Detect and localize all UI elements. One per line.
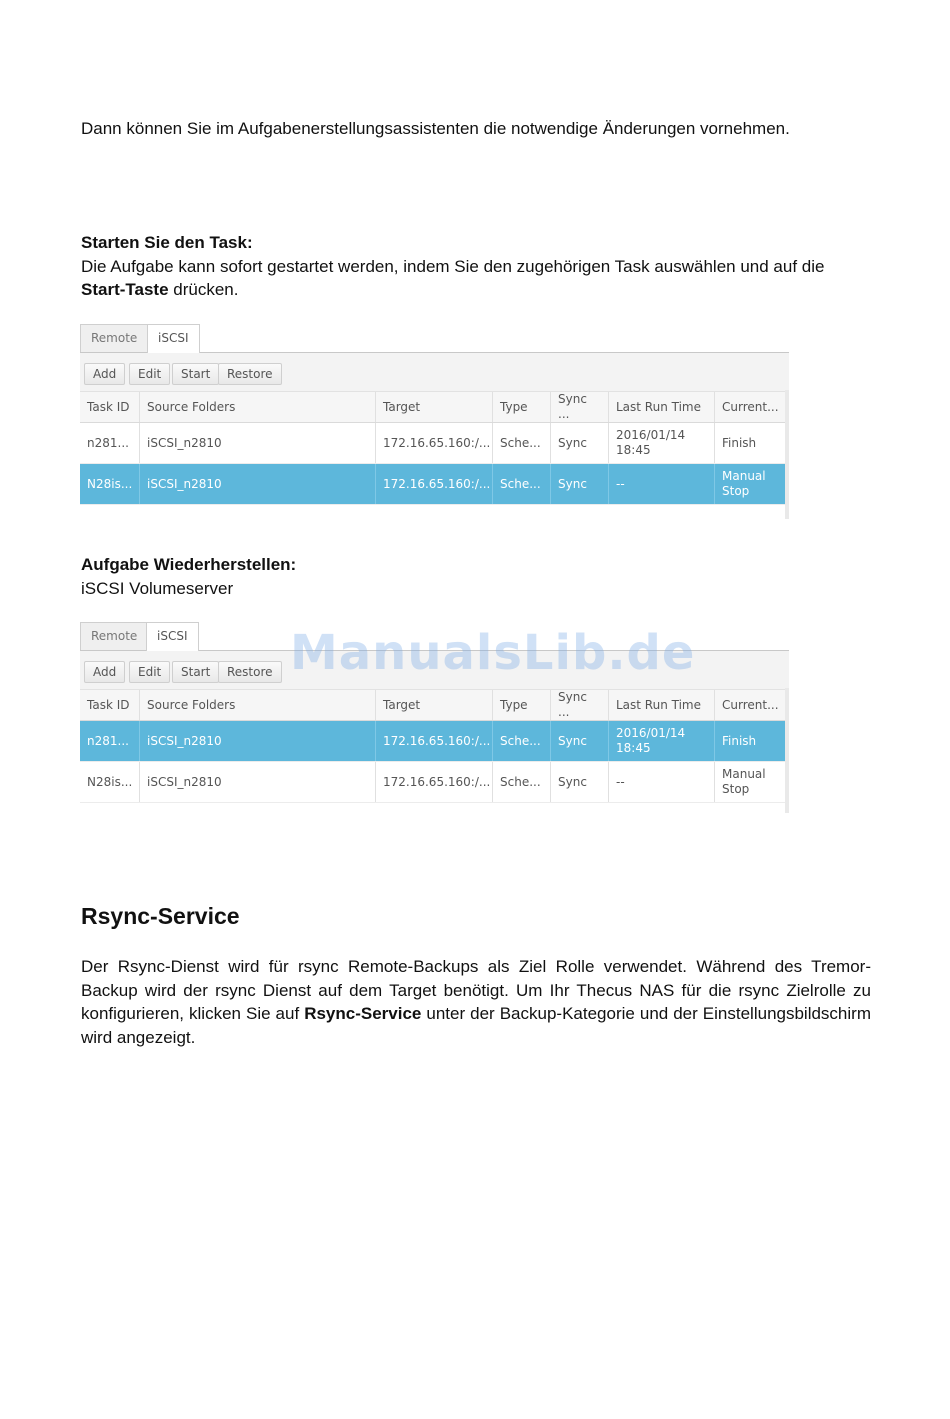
rsync-service-paragraph <box>81 955 871 1049</box>
column-header[interactable]: Sync ... <box>551 690 609 720</box>
section-restore-task <box>81 553 871 600</box>
backup-tasks-screenshot-start <box>80 322 789 519</box>
start-key-label: Start-Taste <box>81 280 169 299</box>
scrollbar[interactable] <box>785 688 789 813</box>
add-button[interactable]: Add <box>84 363 125 385</box>
column-header[interactable]: Sync ... <box>551 392 609 422</box>
start-task-paragraph <box>81 255 871 302</box>
column-header[interactable]: Task ID <box>80 392 140 422</box>
column-header[interactable]: Last Run Time <box>609 392 715 422</box>
restore-button[interactable]: Restore <box>218 661 282 683</box>
column-header[interactable]: Type <box>493 392 551 422</box>
start-task-text-after: drücken. <box>168 280 239 299</box>
rsync-service-heading: Rsync-Service <box>81 903 240 929</box>
table-row-selected[interactable] <box>80 464 789 505</box>
table-cell: 172.16.65.160:/... <box>376 464 493 504</box>
table-cell: Sche... <box>493 464 551 504</box>
table-cell: N28is... <box>80 464 140 504</box>
section-start-task <box>81 231 871 302</box>
task-table <box>80 392 789 505</box>
watermark: ManualsLib.de <box>290 625 696 681</box>
table-cell: Sync <box>551 762 609 802</box>
rsync-text-after: unter der Backup-Kategorie und der Einstellungsbildschirm wird angezeigt. <box>81 1004 871 1047</box>
start-button[interactable]: Start <box>172 661 219 683</box>
column-header[interactable]: Current... <box>722 697 779 712</box>
rsync-service-label: Rsync-Service <box>304 1004 422 1023</box>
column-header[interactable]: Last Run Time <box>609 690 715 720</box>
table-cell: 172.16.65.160:/... <box>376 423 493 463</box>
scrollbar[interactable] <box>785 390 789 519</box>
table-cell: Finish <box>722 435 757 450</box>
toolbar <box>80 353 789 392</box>
add-button[interactable]: Add <box>84 661 125 683</box>
intro-paragraph <box>81 117 871 141</box>
table-row[interactable] <box>80 423 789 464</box>
table-cell: Sche... <box>493 721 551 761</box>
table-cell: Manual Stop <box>722 469 766 498</box>
start-task-text: Die Aufgabe kann sofort gestartet werden, indem Sie den zugehörigen Task auswählen und auf die <box>81 256 825 276</box>
table-cell: N28is... <box>80 762 140 802</box>
table-row[interactable] <box>80 762 789 803</box>
table-cell: -- <box>609 762 715 802</box>
column-header[interactable]: Source Folders <box>140 690 376 720</box>
table-cell: n281... <box>80 721 140 761</box>
table-cell: Sync <box>551 423 609 463</box>
restore-task-heading: Aufgabe Wiederherstellen: <box>81 555 297 574</box>
table-cell: iSCSI_n2810 <box>140 464 376 504</box>
column-header[interactable]: Task ID <box>80 690 140 720</box>
intro-text: Dann können Sie im Aufgabenerstellungsassistenten die notwendige Änderungen vornehmen. <box>81 119 790 138</box>
table-cell: 2016/01/14 18:45 <box>609 721 715 761</box>
start-button[interactable]: Start <box>172 363 219 385</box>
table-cell: Sync <box>551 464 609 504</box>
tab-iscsi[interactable]: iSCSI <box>147 324 200 354</box>
edit-button[interactable]: Edit <box>129 363 170 385</box>
column-header[interactable]: Target <box>376 392 493 422</box>
table-header <box>80 392 789 423</box>
tab-iscsi[interactable]: iSCSI <box>146 622 199 652</box>
table-cell: n281... <box>80 423 140 463</box>
edit-button[interactable]: Edit <box>129 661 170 683</box>
restore-task-text: iSCSI Volumeserver <box>81 578 234 598</box>
column-header[interactable]: Current... <box>722 399 779 414</box>
task-table <box>80 690 789 803</box>
tab-remote[interactable]: Remote <box>80 622 148 650</box>
table-row-selected[interactable] <box>80 721 789 762</box>
start-task-heading: Starten Sie den Task: <box>81 233 253 252</box>
table-header <box>80 690 789 721</box>
table-cell: 2016/01/14 18:45 <box>609 423 715 463</box>
table-cell: 172.16.65.160:/... <box>376 721 493 761</box>
table-cell: Sche... <box>493 762 551 802</box>
table-cell: Sync <box>551 721 609 761</box>
restore-button[interactable]: Restore <box>218 363 282 385</box>
tab-bar <box>80 322 789 353</box>
rsync-text: Der Rsync-Dienst wird für rsync Remote-Backups als Ziel Rolle verwendet. Während des Tremor-Backup wird der rsync Dienst auf dem Target benötigt. Um Ihr Thecus NAS für die rsync Zielrolle zu konfigurieren, klicken Sie auf <box>81 957 871 1023</box>
table-cell: -- <box>609 464 715 504</box>
table-cell: iSCSI_n2810 <box>140 721 376 761</box>
column-header[interactable]: Source Folders <box>140 392 376 422</box>
table-cell: Manual Stop <box>722 767 766 796</box>
table-cell: iSCSI_n2810 <box>140 762 376 802</box>
tab-remote[interactable]: Remote <box>80 324 148 352</box>
table-cell: Finish <box>722 733 757 748</box>
table-cell: Sche... <box>493 423 551 463</box>
table-cell: iSCSI_n2810 <box>140 423 376 463</box>
column-header[interactable]: Target <box>376 690 493 720</box>
table-cell: 172.16.65.160:/... <box>376 762 493 802</box>
column-header[interactable]: Type <box>493 690 551 720</box>
